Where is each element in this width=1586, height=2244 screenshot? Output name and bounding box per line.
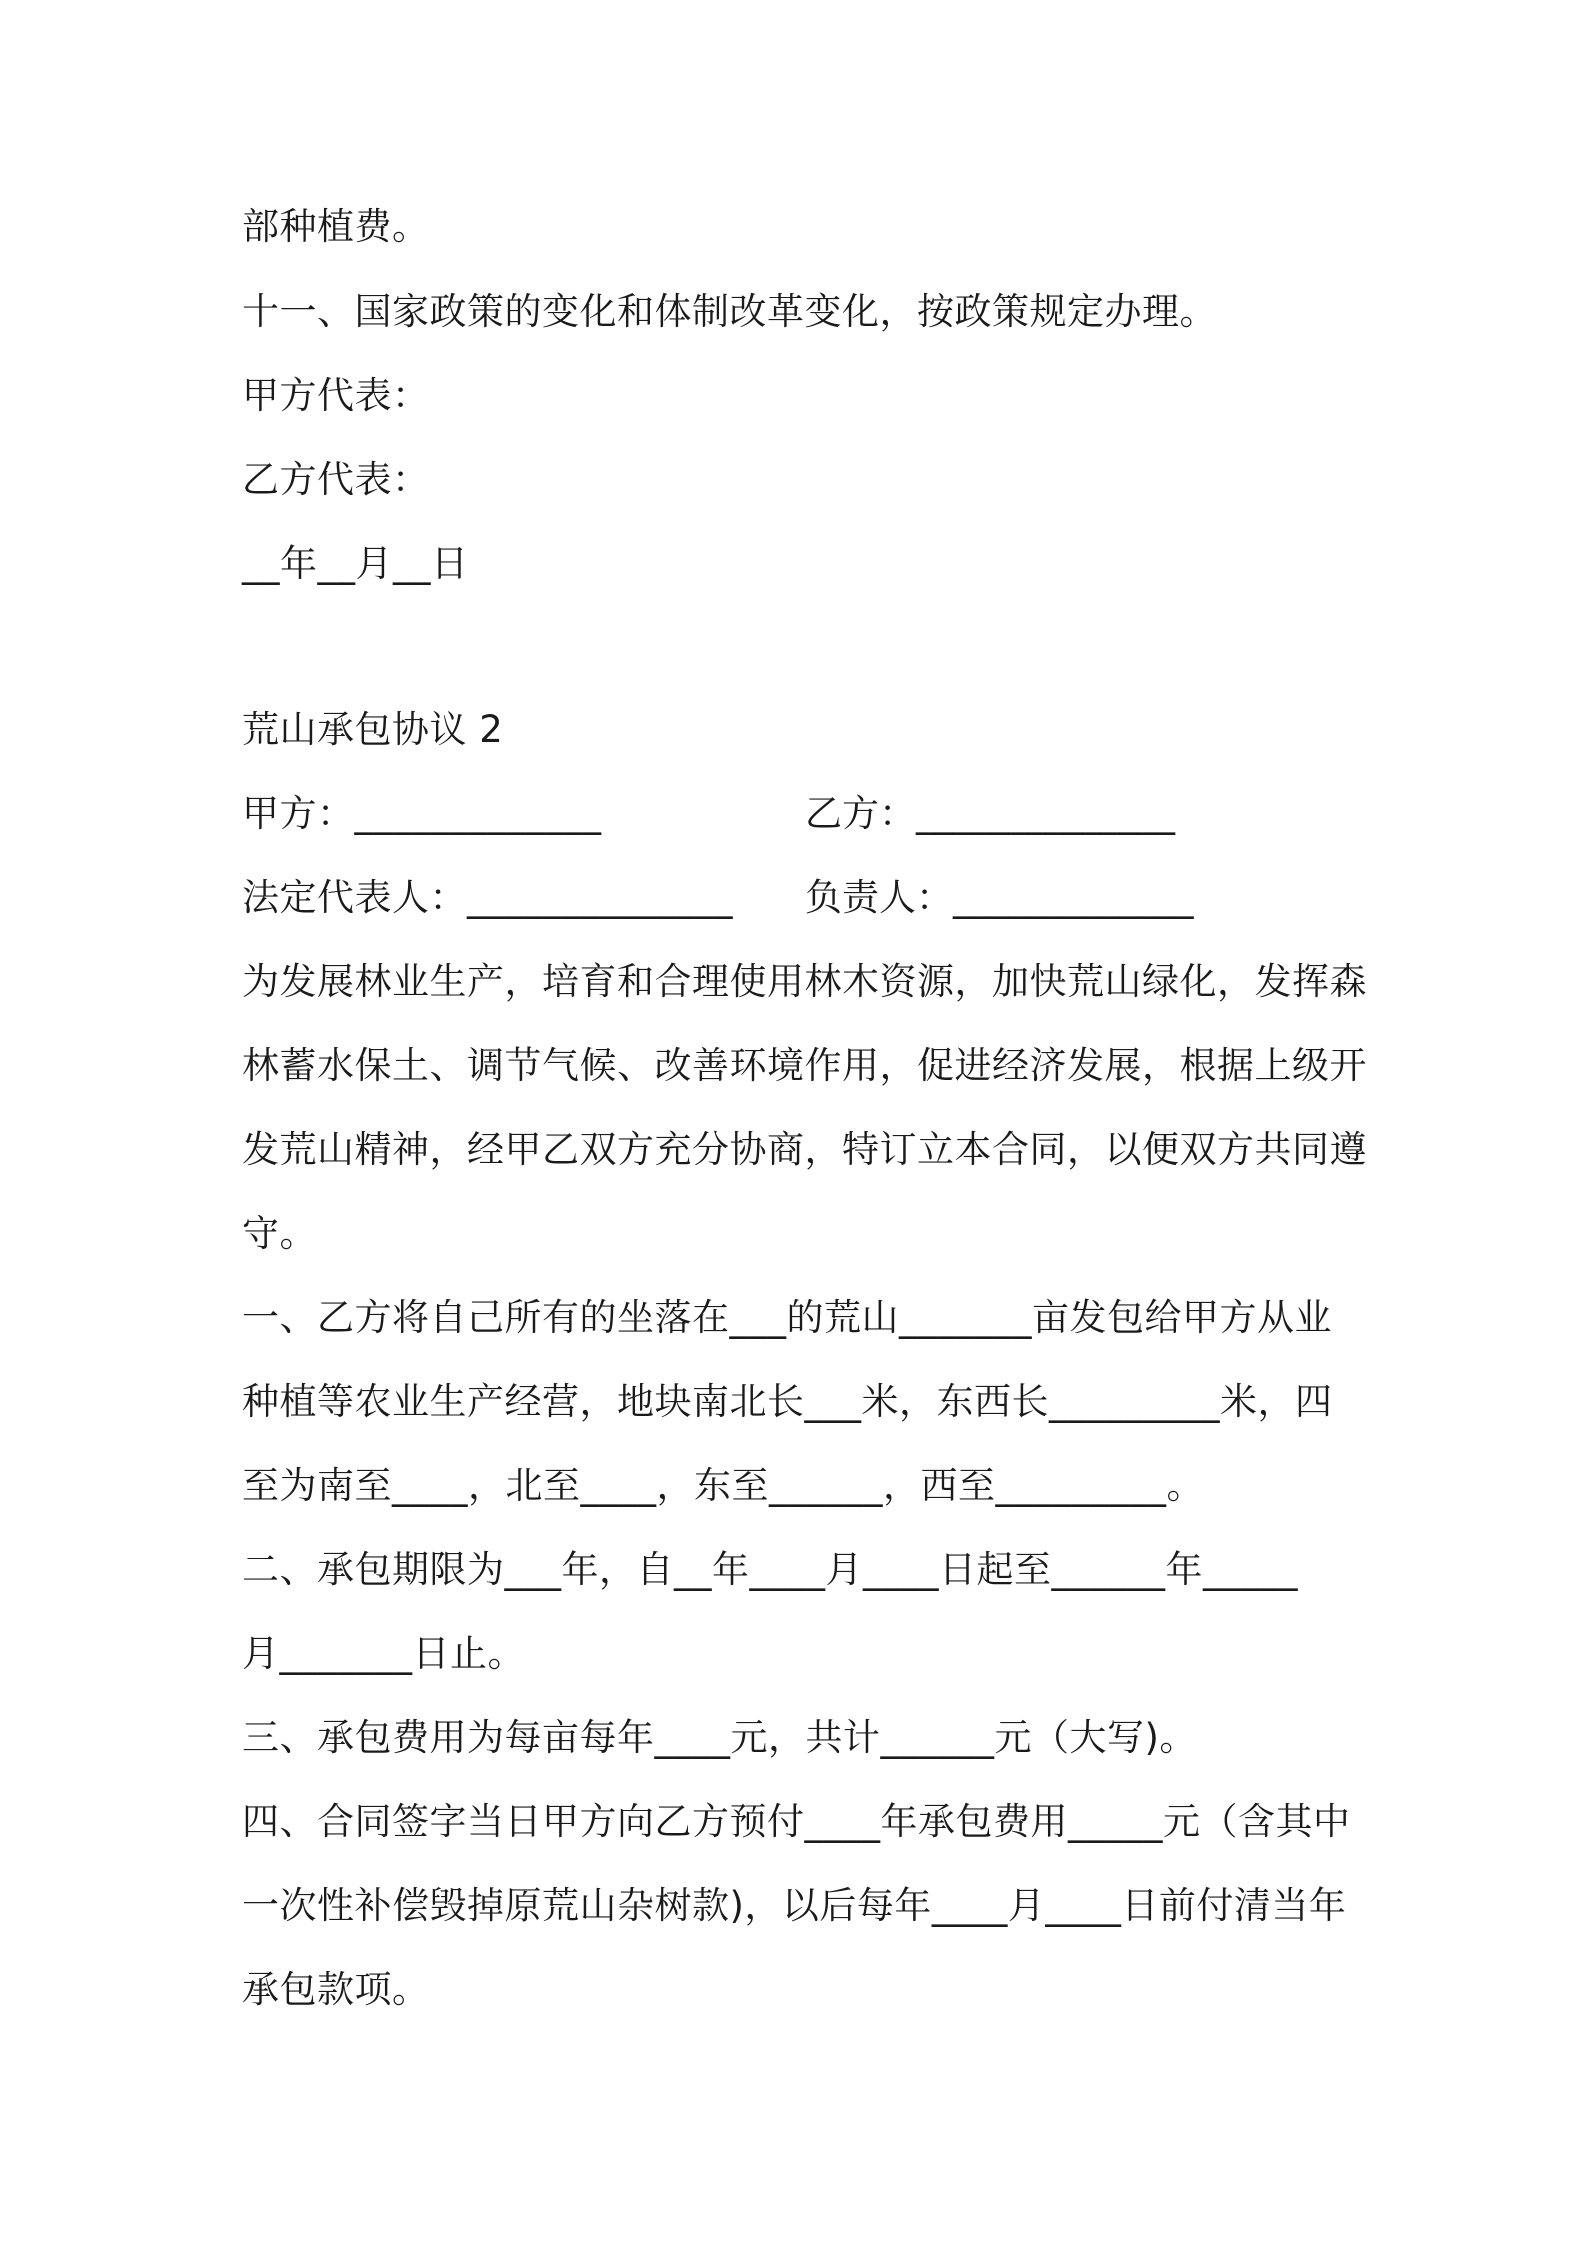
body-line: 发荒山精神，经甲乙双方充分协商，特订立本合同，以便双方共同遵 — [242, 1128, 1367, 1171]
body-line: 守。 — [242, 1212, 317, 1255]
party-b-field: 乙方：______________ — [805, 792, 1175, 835]
agreement-title: 荒山承包协议 2 — [242, 708, 504, 751]
clause-three: 三、承包费用为每亩每年____元，共计______元（大写)。 — [242, 1716, 1197, 1759]
clause-eleven: 十一、国家政策的变化和体制改革变化，按政策规定办理。 — [242, 290, 1217, 333]
legal-representative-field: 法定代表人：______________ — [242, 876, 733, 919]
text-line: 部种植费。 — [242, 205, 430, 248]
party-a-representative: 甲方代表： — [242, 374, 430, 417]
body-line: 至为南至____，北至____，东至______，西至_________。 — [242, 1464, 1204, 1507]
body-line: 种植等农业生产经营，地块南北长___米，东西长_________米，四 — [242, 1380, 1333, 1423]
body-line: 一次性补偿毁掉原荒山杂树款)，以后每年____月____日前付清当年 — [242, 1884, 1347, 1927]
body-line: 为发展林业生产，培育和合理使用林木资源，加快荒山绿化，发挥森 — [242, 960, 1367, 1003]
body-line: 月_______日止。 — [242, 1632, 525, 1675]
clause-two: 二、承包期限为___年，自__年____月____日起至______年_____ — [242, 1548, 1298, 1591]
date-line: __年__月__日 — [242, 542, 469, 585]
clause-one: 一、乙方将自己所有的坐落在___的荒山_______亩发包给甲方从业 — [242, 1296, 1332, 1339]
body-line: 林蓄水保土、调节气候、改善环境作用，促进经济发展，根据上级开 — [242, 1044, 1367, 1087]
party-b-representative: 乙方代表： — [242, 458, 430, 501]
clause-four: 四、合同签字当日甲方向乙方预付____年承包费用_____元（含其中 — [242, 1800, 1351, 1843]
party-a-field: 甲方：_____________ — [242, 792, 602, 835]
body-line: 承包款项。 — [242, 1968, 430, 2011]
responsible-person-field: 负责人：_____________ — [805, 876, 1194, 919]
